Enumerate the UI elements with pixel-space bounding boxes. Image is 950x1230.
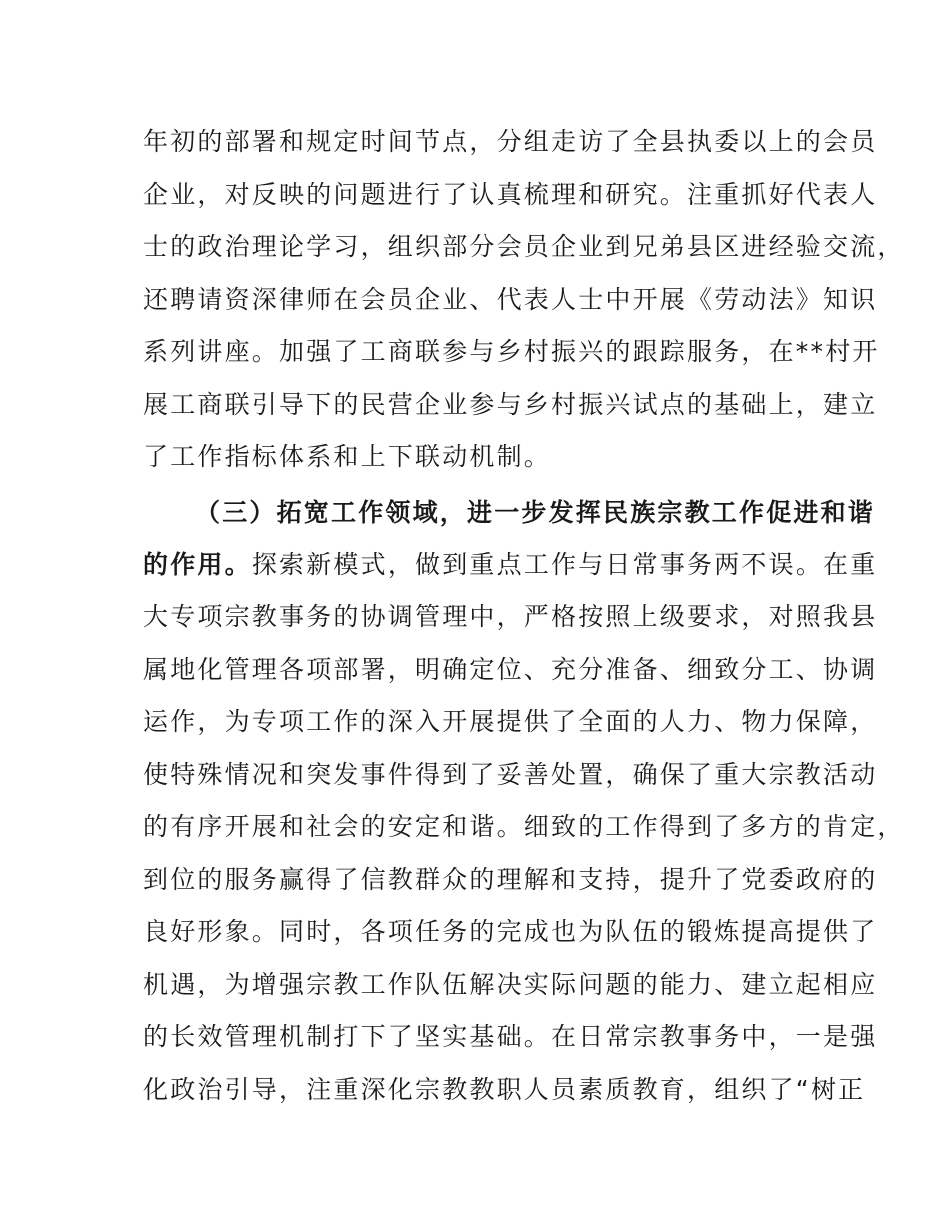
paragraph-2-line-1: 大专项宗教事务的协调管理中，严格按照上级要求，对照我县 xyxy=(143,602,878,631)
paragraph-2-line-10: 化政治引导，注重深化宗教教职人员素质教育，组织了“树正 xyxy=(143,1075,866,1104)
paragraph-1-line-7: 了工作指标体系和上下联动机制。 xyxy=(143,442,552,471)
paragraph-2-line-6: 到位的服务赢得了信教群众的理解和支持，提升了党委政府的 xyxy=(143,865,878,894)
section-heading-line-2 xyxy=(143,545,878,585)
paragraph-2-line-8: 机遇，为增强宗教工作队伍解决实际问题的能力、建立起相应 xyxy=(143,970,878,999)
section-heading-line-1: （三）拓宽工作领域，进一步发挥民族宗教工作促进和谐 xyxy=(195,498,876,527)
paragraph-1-line-4: 还聘请资深律师在会员企业、代表人士中开展《劳动法》知识 xyxy=(143,285,878,314)
paragraph-1-line-1: 年初的部署和规定时间节点，分组走访了全县执委以上的会员 xyxy=(143,127,878,156)
paragraph-1-line-5: 系列讲座。加强了工商联参与乡村振兴的跟踪服务，在**村开 xyxy=(143,337,880,366)
section-heading-tail: 的作用。 xyxy=(143,550,252,579)
paragraph-2-line-3: 运作，为专项工作的深入开展提供了全面的人力、物力保障， xyxy=(143,707,878,736)
paragraph-1-line-3: 士的政治理论学习，组织部分会员企业到兄弟县区进经验交流， xyxy=(143,232,905,261)
paragraph-2-line-2: 属地化管理各项部署，明确定位、充分准备、细致分工、协调 xyxy=(143,655,878,684)
paragraph-2-line-9: 的长效管理机制打下了坚实基础。在日常宗教事务中，一是强 xyxy=(143,1022,878,1051)
paragraph-1-line-2: 企业，对反映的问题进行了认真梳理和研究。注重抓好代表人 xyxy=(143,180,878,209)
paragraph-2-lead-text: 探索新模式，做到重点工作与日常事务两不误。在重 xyxy=(251,550,878,579)
paragraph-2-line-5: 的有序开展和社会的安定和谐。细致的工作得到了多方的肯定， xyxy=(143,812,905,841)
paragraph-1-line-6: 展工商联引导下的民营企业参与乡村振兴试点的基础上，建立 xyxy=(143,390,878,419)
paragraph-2-line-7: 良好形象。同时，各项任务的完成也为队伍的锻炼提高提供了 xyxy=(143,917,878,946)
paragraph-2-line-4: 使特殊情况和突发事件得到了妥善处置，确保了重大宗教活动 xyxy=(143,760,878,789)
